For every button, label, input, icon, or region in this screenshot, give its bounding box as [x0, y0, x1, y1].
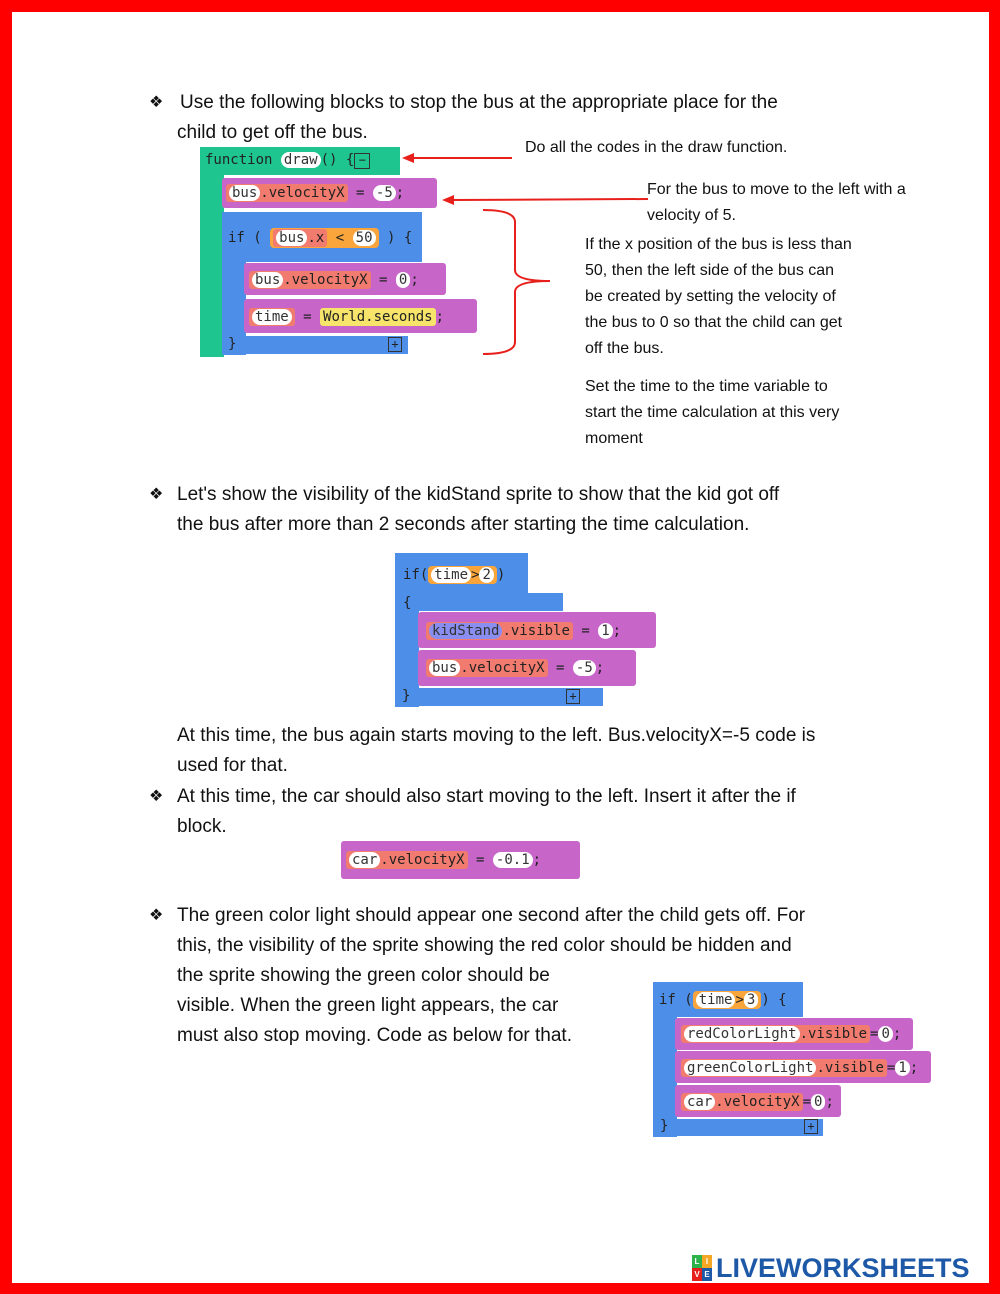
brace-close: } [228, 336, 237, 352]
arrow-draw-head [402, 153, 414, 163]
var-greencolorlight: greenColorLight [684, 1060, 816, 1076]
parens: () [320, 152, 338, 168]
value-1: 1 [895, 1060, 909, 1076]
instruction-4-line-3: the sprite showing the green color should be [177, 965, 550, 986]
prop-visible: .visible [502, 623, 570, 639]
var-bus: bus [229, 185, 260, 201]
paren-close-brace: ) { [761, 992, 787, 1008]
bullet-icon: ❖ [149, 788, 164, 805]
liveworksheets-logo [692, 1252, 970, 1284]
var-car: car [349, 852, 380, 868]
note-draw-function: Do all the codes in the draw function. [525, 139, 788, 156]
liveworksheets-logo-icon [692, 1255, 712, 1281]
var-bus: bus [276, 230, 307, 246]
brace-open: { [403, 230, 413, 246]
value-0: 0 [811, 1094, 825, 1110]
value-neg5: -5 [373, 185, 396, 201]
semicolon: ; [595, 660, 605, 676]
note-if-line-5: off the bus. [585, 340, 664, 357]
instruction-3 [149, 782, 796, 842]
instruction-1-line-1: Use the following blocks to stop the bus at the appropriate place for the [180, 92, 778, 113]
prop-visible: .visible [799, 1026, 868, 1042]
operator-lt: < [335, 230, 345, 246]
add-block-icon[interactable]: + [388, 337, 402, 352]
paren-close: ) [496, 567, 506, 583]
instruction-2-line-2: the bus after more than 2 seconds after starting the time calculation. [177, 514, 750, 535]
brace-close: } [402, 688, 411, 704]
bullet-icon: ❖ [149, 94, 164, 111]
operator-eq: = [802, 1094, 812, 1110]
semicolon: ; [395, 185, 405, 201]
value-50: 50 [353, 230, 376, 246]
paragraph-bus-moves [177, 721, 815, 781]
note-if-line-1: If the x position of the bus is less than [585, 236, 852, 253]
var-time: time [252, 309, 292, 325]
prop-velocityx: .velocityX [460, 660, 545, 676]
logo-letter-l: L [692, 1255, 702, 1268]
operator-eq: = [356, 185, 365, 201]
world-seconds: World.seconds [320, 308, 436, 326]
keyword-if: if [228, 230, 245, 246]
semicolon: ; [892, 1026, 902, 1042]
var-time: time [431, 567, 471, 583]
operator-eq: = [303, 309, 312, 325]
semicolon: ; [410, 272, 419, 288]
instruction-3-line-1: At this time, the car should also start moving to the left. Insert it after the if [177, 786, 796, 807]
prop-velocityx: .velocityX [380, 852, 465, 868]
keyword-function: function [205, 152, 273, 168]
brace-open: { [403, 595, 412, 611]
var-bus: bus [429, 660, 460, 676]
operator-eq: = [379, 272, 388, 288]
add-block-icon[interactable]: + [804, 1119, 818, 1134]
note-move-left-line-1: For the bus to move to the left with a [647, 181, 906, 198]
semicolon: ; [612, 623, 622, 639]
var-car: car [684, 1094, 715, 1110]
keyword-if: if ( [659, 992, 693, 1008]
paren-open: ( [253, 230, 262, 246]
note-if-line-2: 50, then the left side of the bus can [585, 262, 835, 279]
var-redcolorlight: redColorLight [684, 1026, 800, 1042]
note-move-left-line-2: velocity of 5. [647, 207, 736, 224]
instruction-2-line-1: Let's show the visibility of the kidStand sprite to show that the kid got off [177, 484, 780, 505]
instruction-3-line-2: block. [177, 816, 227, 837]
value-2: 2 [479, 567, 493, 583]
semicolon: ; [435, 309, 445, 325]
note-time-line-1: Set the time to the time variable to [585, 378, 828, 395]
value-1: 1 [598, 623, 612, 639]
var-kidstand: kidStand [429, 623, 502, 639]
paragraph-line-1: At this time, the bus again starts moving to the left. Bus.velocityX=-5 code is [177, 725, 816, 746]
bullet-icon: ❖ [149, 907, 164, 924]
logo-letter-i: I [702, 1255, 712, 1268]
prop-velocityx: .velocityX [715, 1094, 800, 1110]
instruction-4-line-4: visible. When the green light appears, the car [177, 995, 559, 1016]
function-name-draw: draw [281, 152, 321, 168]
operator-eq: = [556, 660, 565, 676]
liveworksheets-logo-text: LIVEWORKSHEETS [716, 1252, 970, 1283]
prop-velocityx: .velocityX [283, 272, 368, 288]
prop-velocityx: .velocityX [260, 185, 345, 201]
bullet-icon: ❖ [149, 486, 164, 503]
instruction-4-line-2: this, the visibility of the sprite showing the red color should be hidden and [177, 935, 792, 956]
paren-close: ) [386, 230, 396, 246]
prop-x: .x [307, 230, 325, 246]
instruction-4-line-5: must also stop moving. Code as below for that. [177, 1025, 572, 1046]
var-time: time [696, 992, 736, 1008]
semicolon: ; [825, 1094, 834, 1110]
note-time-line-3: moment [585, 430, 643, 447]
instruction-1-line-2: child to get off the bus. [177, 122, 368, 143]
add-block-icon[interactable]: + [566, 689, 580, 704]
semicolon: ; [532, 852, 542, 868]
brace-open: { [345, 152, 355, 168]
operator-gt: > [471, 567, 480, 583]
value-neg5: -5 [573, 660, 596, 676]
semicolon: ; [909, 1060, 919, 1076]
note-if-condition [585, 232, 852, 362]
instruction-4-line-1: The green color light should appear one second after the child gets off. For [177, 905, 806, 926]
keyword-if: if( [403, 567, 429, 583]
value-3: 3 [744, 992, 758, 1008]
annotation-arrows [0, 0, 1000, 460]
operator-eq: = [581, 623, 590, 639]
arrow-velocity-line [450, 199, 648, 200]
collapse-icon[interactable]: − [354, 153, 370, 169]
note-time-line-2: start the time calculation at this very [585, 404, 840, 421]
note-move-left [647, 177, 906, 229]
operator-eq: = [476, 852, 485, 868]
paragraph-line-2: used for that. [177, 755, 288, 776]
prop-visible: .visible [816, 1060, 884, 1076]
value-0: 0 [878, 1026, 892, 1042]
instruction-2 [149, 480, 780, 540]
arrow-velocity-head [442, 195, 454, 205]
note-if-line-4: the bus to 0 so that the child can get [585, 314, 843, 331]
note-time [585, 374, 839, 452]
logo-letter-v: V [692, 1268, 702, 1281]
operator-eq: = [886, 1060, 896, 1076]
operator-gt: > [735, 992, 744, 1008]
value-neg0-1: -0.1 [493, 852, 533, 868]
var-bus: bus [252, 272, 283, 288]
value-0: 0 [396, 272, 410, 288]
operator-eq: = [870, 1026, 879, 1042]
brace-close: } [660, 1118, 669, 1134]
curly-brace-icon [483, 210, 550, 354]
note-if-line-3: be created by setting the velocity of [585, 288, 836, 305]
logo-letter-e: E [702, 1268, 712, 1281]
